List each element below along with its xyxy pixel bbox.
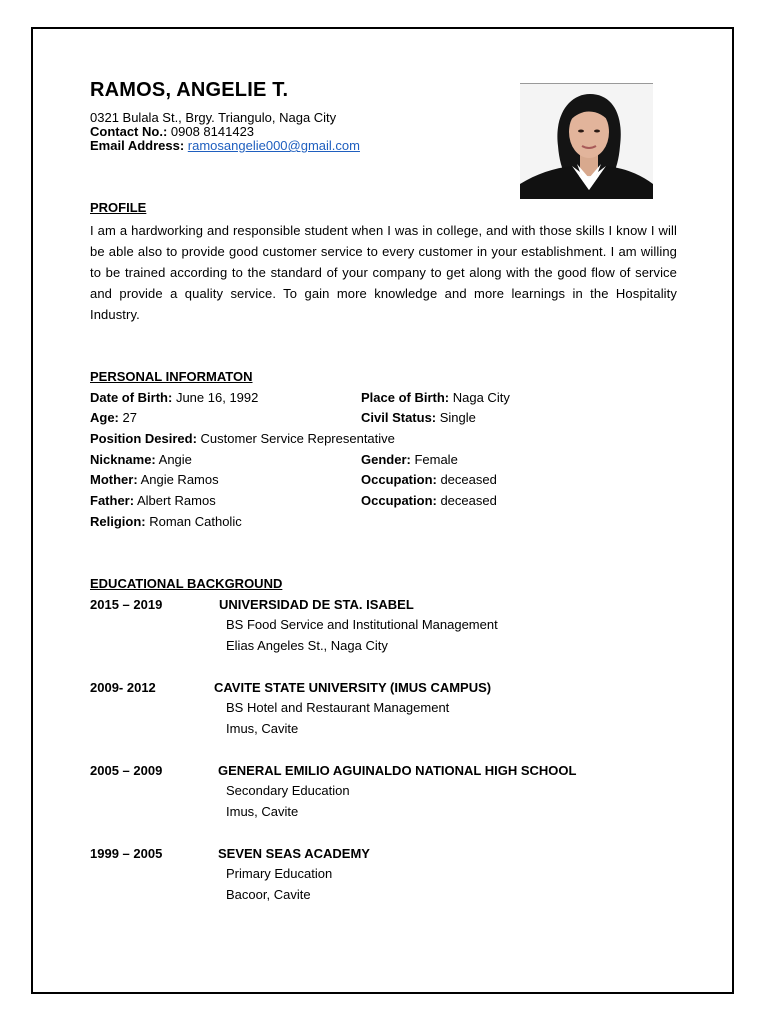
- profile-heading: PROFILE: [90, 200, 147, 215]
- father-occupation: Occupation: deceased: [361, 493, 497, 508]
- education-location: Bacoor, Cavite: [226, 887, 311, 902]
- education-school: CAVITE STATE UNIVERSITY (IMUS CAMPUS): [214, 680, 492, 695]
- profile-paragraph: I am a hardworking and responsible student when I was in college, and with those skills I know I will be able also to provide good customer service to every customer in your establishment. I am willing to be trained according to the standard of your company to get along with the good flow of service and provide a quality service. To gain more knowledge and more learnings in the Hospitality Industry.: [90, 223, 677, 322]
- age: Age: 27: [90, 410, 137, 425]
- education-location: Imus, Cavite: [226, 721, 299, 736]
- mother: Mother: Angie Ramos: [90, 472, 219, 487]
- address: 0321 Bulala St., Brgy. Triangulo, Naga City: [90, 110, 337, 125]
- contact-number: [90, 125, 254, 139]
- contact-value: 0908 8141423: [167, 124, 255, 139]
- profile-photo: [520, 83, 653, 199]
- education-school: SEVEN SEAS ACADEMY: [218, 846, 370, 861]
- education-school: UNIVERSIDAD DE STA. ISABEL: [219, 597, 414, 612]
- father: Father: Albert Ramos: [90, 493, 216, 508]
- education-program: Primary Education: [226, 866, 333, 881]
- education-program: Secondary Education: [226, 783, 350, 798]
- education-heading: EDUCATIONAL BACKGROUND: [90, 576, 283, 591]
- personal-info-heading: PERSONAL INFORMATON: [90, 369, 253, 384]
- education-years: 2005 – 2009: [90, 763, 163, 778]
- date-of-birth: Date of Birth: June 16, 1992: [90, 390, 259, 405]
- education-location: Elias Angeles St., Naga City: [226, 638, 388, 653]
- email-address: [90, 139, 360, 153]
- religion: Religion: Roman Catholic: [90, 514, 242, 529]
- education-program: BS Food Service and Institutional Management: [226, 617, 498, 632]
- civil-status: Civil Status: Single: [361, 410, 476, 425]
- email-label: Email Address:: [90, 138, 185, 153]
- profile-photo-illustration: [520, 84, 653, 199]
- education-years: 2009- 2012: [90, 680, 156, 695]
- nickname: Nickname: Angie: [90, 452, 192, 467]
- education-program: BS Hotel and Restaurant Management: [226, 700, 450, 715]
- education-years: 2015 – 2019: [90, 597, 163, 612]
- contact-label: Contact No.:: [90, 124, 168, 139]
- applicant-name: RAMOS, ANGELIE T.: [90, 79, 289, 101]
- place-of-birth: Place of Birth: Naga City: [361, 390, 510, 405]
- email-link[interactable]: ramosangelie000@gmail.com: [187, 138, 360, 153]
- position-desired: Position Desired: Customer Service Representative: [90, 431, 395, 446]
- gender: Gender: Female: [361, 452, 458, 467]
- education-school: GENERAL EMILIO AGUINALDO NATIONAL HIGH SCHOOL: [218, 763, 577, 778]
- education-years: 1999 – 2005: [90, 846, 163, 861]
- mother-occupation: Occupation: deceased: [361, 472, 497, 487]
- education-location: Imus, Cavite: [226, 804, 299, 819]
